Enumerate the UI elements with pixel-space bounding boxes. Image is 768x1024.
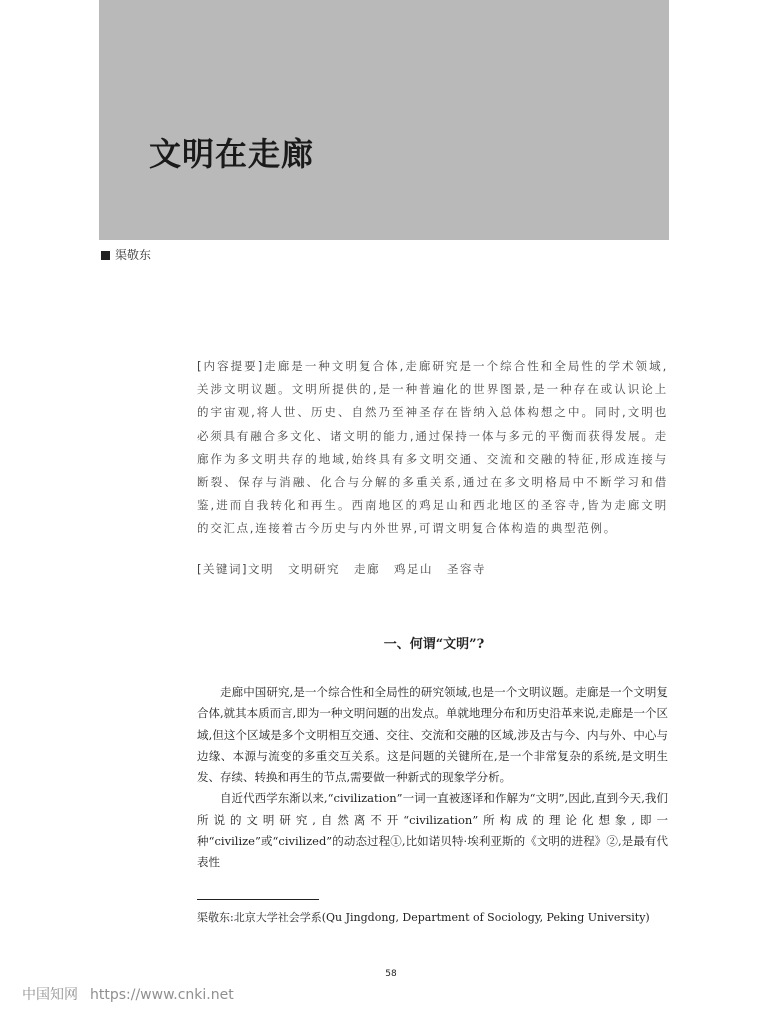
keyword: 圣容寺 xyxy=(446,562,486,576)
keyword: 文明研究 xyxy=(287,562,340,576)
cnki-watermark xyxy=(22,985,234,1005)
abstract: [内容提要]走廊是一种文明复合体,走廊研究是一个综合性和全局性的学术领域,关涉文明议题。文明所提供的,是一种普遍化的世界图景,是一种存在或认识论上的宇宙观,将人世、历史、自然乃至神圣存在皆纳入总体构想之中。同时,文明也必须具有融合多文化、诸文明的能力,通过保持一体与多元的平衡而获得发展。走廊作为多文明共存的地域,始终具有多文明交通、交流和交融的特征,形成连接与断裂、保存与消融、化合与分解的多重关系,通过在多文明格局中不断学习和借鉴,进而自我转化和再生。西南地区的鸡足山和西北地区的圣容寺,皆为走廊文明的交汇点,连接着古今历史与内外世界,可谓文明复合体构造的典型范例。 xyxy=(197,359,668,536)
watermark-brand: 中国知网 xyxy=(22,987,78,1003)
square-bullet-icon xyxy=(101,251,110,260)
body-paragraph: 走廊中国研究,是一个综合性和全局性的研究领域,也是一个文明议题。走廊是一个文明复合体,就其本质而言,即为一种文明问题的出发点。单就地理分布和历史沿革来说,走廊是一个区域,但这个区域是多个文明相互交通、交往、交流和交融的区域,涉及古与今、内与外、中心与边缘、本源与流变的多重交互关系。这是问题的关键所在,是一个非常复杂的系统,是文明生发、存续、转换和再生的节点,需要做一种新式的现象学分析。 xyxy=(197,685,668,785)
keyword: 鸡足山 xyxy=(393,562,433,576)
keywords-line xyxy=(197,560,668,578)
body-text xyxy=(197,682,668,874)
body-paragraph: 自近代西学东渐以来,“civilization”一词一直被逐译和作解为“文明”,因此,直到今天,我们所说的文明研究,自然离不开“civilization”所构成的理论化想象,即一种“civilize”或“civilized”的动态过程①,比如诺贝特·埃利亚斯的《文明的进程》②,是最有代表性 xyxy=(197,791,668,870)
keywords-label: [关键词] xyxy=(197,562,248,576)
article-title: 文明在走廊 xyxy=(149,135,315,173)
title-banner xyxy=(99,0,669,240)
keyword: 文明 xyxy=(247,562,274,576)
page-number: 58 xyxy=(385,969,397,979)
author-name: 渠敬东 xyxy=(115,248,152,262)
watermark-url: https://www.cnki.net xyxy=(90,987,234,1003)
author-line xyxy=(101,247,151,263)
section-heading: 一、何谓“文明”? xyxy=(383,637,485,652)
keyword: 走廊 xyxy=(353,562,380,576)
footnote-divider xyxy=(197,899,319,900)
author-affiliation-footnote: 渠敬东:北京大学社会学系(Qu Jingdong, Department of Sociology, Peking University) xyxy=(197,911,650,924)
